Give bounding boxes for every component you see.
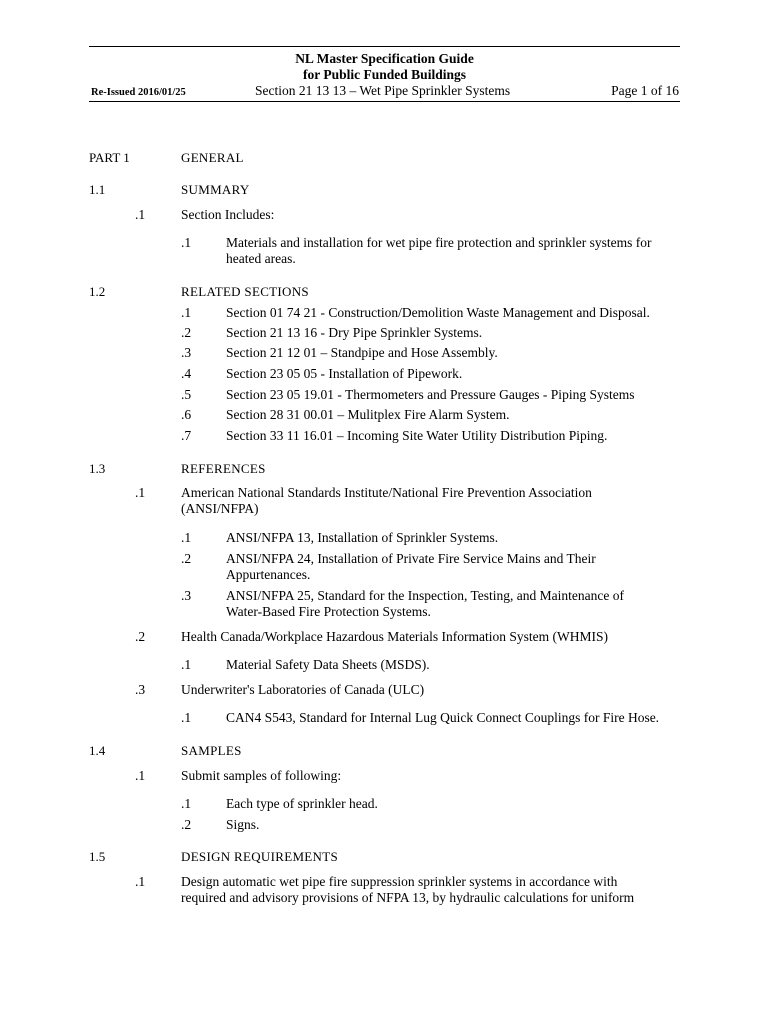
section-number-1-4: 1.4	[89, 743, 106, 758]
list-item-line: ANSI/NFPA 24, Installation of Private Fire Service Mains and Their	[226, 551, 596, 566]
list-number: .1	[135, 485, 146, 500]
list-number: .1	[181, 710, 192, 725]
list-number: .1	[135, 768, 146, 783]
list-item-line: ANSI/NFPA 25, Standard for the Inspection, Testing, and Maintenance of	[226, 588, 624, 603]
section-heading-summary: SUMMARY	[181, 182, 250, 197]
list-number: .7	[181, 428, 192, 443]
section-heading-references: REFERENCES	[181, 461, 266, 476]
list-number: .3	[135, 682, 146, 697]
list-number: .1	[181, 657, 192, 672]
part-number: PART 1	[89, 150, 130, 165]
header-title-line2: for Public Funded Buildings	[303, 67, 466, 82]
list-number: .1	[135, 207, 146, 222]
section-number-1-2: 1.2	[89, 284, 106, 299]
list-item-line: American National Standards Institute/National Fire Prevention Association	[181, 485, 592, 500]
header-bottom-rule	[89, 101, 680, 102]
list-number: .1	[181, 305, 192, 320]
list-number: .3	[181, 345, 192, 360]
list-item: ANSI/NFPA 13, Installation of Sprinkler Systems.	[226, 530, 499, 545]
list-number: .3	[181, 588, 192, 603]
list-item-line: Appurtenances.	[226, 567, 311, 582]
list-number: .1	[181, 530, 192, 545]
header-title-line1: NL Master Specification Guide	[295, 51, 474, 66]
list-number: .2	[181, 817, 192, 832]
part-title: GENERAL	[181, 150, 244, 165]
list-item: Section 33 11 16.01 – Incoming Site Water Utility Distribution Piping.	[226, 428, 608, 443]
list-item-line: Water-Based Fire Protection Systems.	[226, 604, 431, 619]
list-item: Section 21 13 16 - Dry Pipe Sprinkler Systems.	[226, 325, 483, 340]
section-heading-samples: SAMPLES	[181, 743, 242, 758]
list-item: Each type of sprinkler head.	[226, 796, 378, 811]
page-number: Page 1 of 16	[611, 83, 679, 98]
list-item: Underwriter's Laboratories of Canada (ULC)	[181, 682, 425, 697]
section-title: Section 21 13 13 – Wet Pipe Sprinkler Systems	[255, 83, 511, 98]
list-item-line: Design automatic wet pipe fire suppression sprinkler systems in accordance with	[181, 874, 618, 889]
list-item: Section 23 05 05 - Installation of Pipework.	[226, 366, 463, 381]
section-number-1-5: 1.5	[89, 849, 106, 864]
list-item: Section Includes:	[181, 207, 275, 222]
list-item: Section 28 31 00.01 – Mulitplex Fire Alarm System.	[226, 407, 510, 422]
list-item: Material Safety Data Sheets (MSDS).	[226, 657, 430, 672]
section-heading-related-sections: RELATED SECTIONS	[181, 284, 309, 299]
list-item: Submit samples of following:	[181, 768, 342, 783]
list-number: .2	[181, 325, 192, 340]
list-item: CAN4 S543, Standard for Internal Lug Quick Connect Couplings for Fire Hose.	[226, 710, 660, 725]
list-item: Health Canada/Workplace Hazardous Materials Information System (WHMIS)	[181, 629, 609, 644]
section-heading-design-requirements: DESIGN REQUIREMENTS	[181, 849, 339, 864]
header-top-rule	[89, 46, 680, 47]
list-number: .6	[181, 407, 192, 422]
section-number-1-3: 1.3	[89, 461, 106, 476]
list-number: .2	[135, 629, 146, 644]
list-number: .1	[135, 874, 146, 889]
list-item-line: required and advisory provisions of NFPA 13, by hydraulic calculations for uniform	[181, 890, 635, 905]
list-number: .2	[181, 551, 192, 566]
list-number: .1	[181, 235, 192, 250]
reissued-date: Re-Issued 2016/01/25	[91, 87, 186, 98]
list-number: .4	[181, 366, 192, 381]
list-number: .5	[181, 387, 192, 402]
list-item: Section 21 12 01 – Standpipe and Hose Assembly.	[226, 345, 498, 360]
list-item: Signs.	[226, 817, 260, 832]
section-number-1-1: 1.1	[89, 182, 106, 197]
list-item-line: Materials and installation for wet pipe fire protection and sprinkler systems for	[226, 235, 652, 250]
list-number: .1	[181, 796, 192, 811]
list-item-line: (ANSI/NFPA)	[181, 501, 259, 516]
list-item: Section 23 05 19.01 - Thermometers and Pressure Gauges - Piping Systems	[226, 387, 635, 402]
list-item-line: heated areas.	[226, 251, 296, 266]
list-item: Section 01 74 21 - Construction/Demolition Waste Management and Disposal.	[226, 305, 650, 320]
